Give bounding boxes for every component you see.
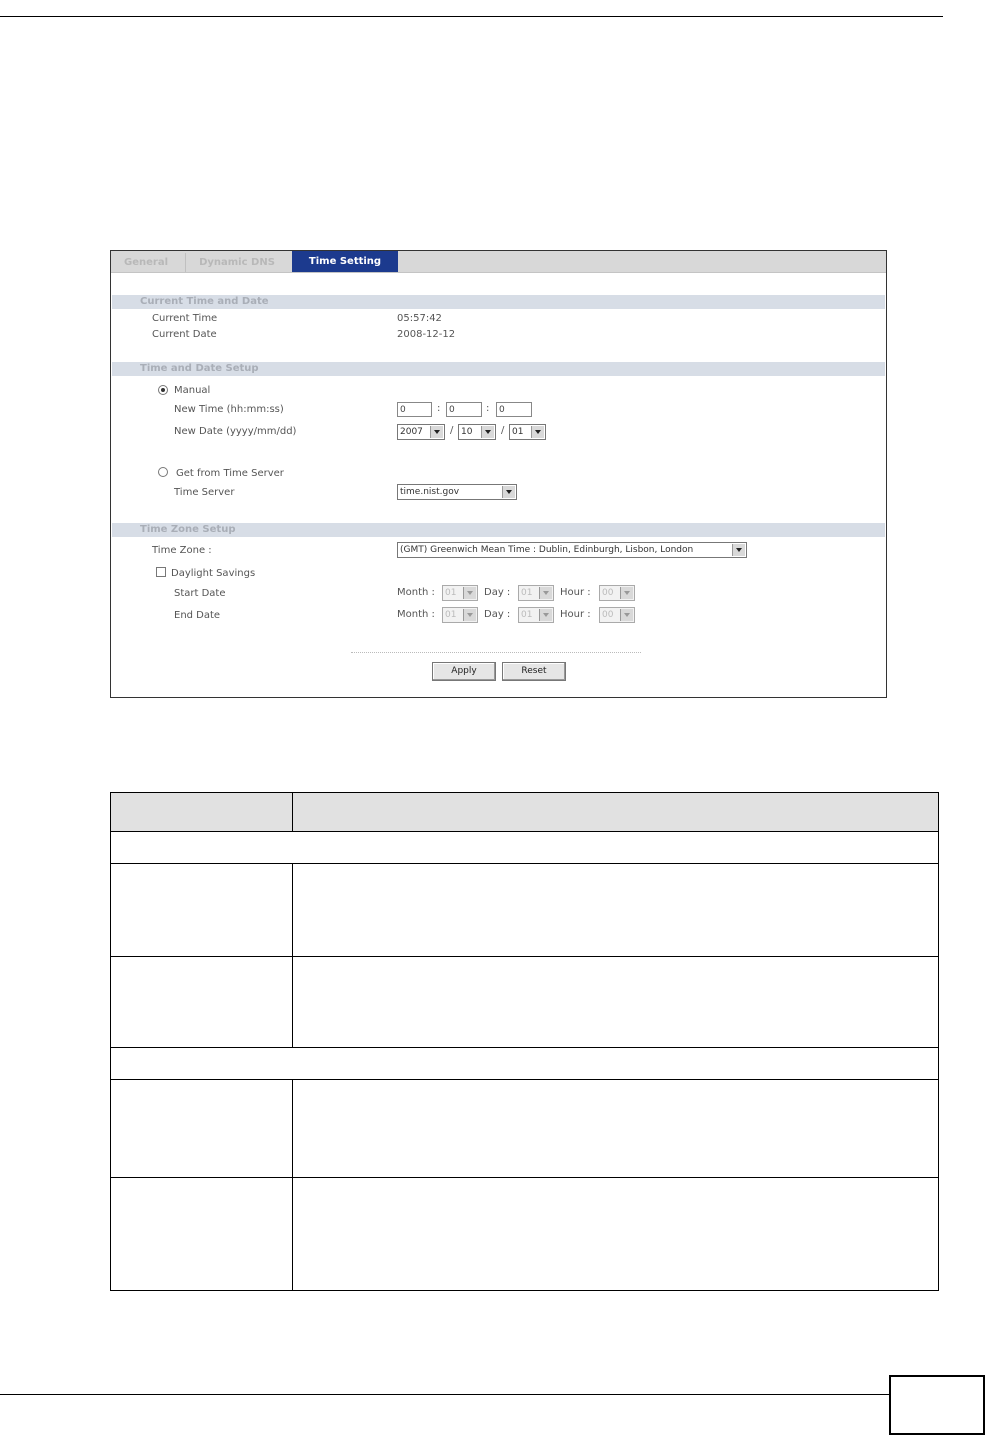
new-date-label: New Date (yyyy/mm/dd) — [174, 426, 297, 437]
section-time-zone-setup: Time Zone Setup — [112, 523, 885, 537]
section-time-date-setup: Time and Date Setup — [112, 362, 885, 376]
daylight-savings-checkbox[interactable] — [156, 567, 166, 577]
end-hour-select[interactable]: 00 — [599, 607, 635, 623]
chevron-down-icon — [539, 587, 552, 599]
chevron-down-icon — [732, 544, 745, 556]
hour-input[interactable]: 0 — [397, 402, 432, 417]
apply-button[interactable]: Apply — [432, 662, 496, 681]
table-header — [111, 793, 938, 832]
day-select[interactable]: 01 — [509, 424, 546, 440]
current-date-value: 2008-12-12 — [397, 329, 456, 340]
chevron-down-icon — [463, 587, 476, 599]
time-server-select[interactable]: time.nist.gov — [397, 484, 517, 500]
time-server-label: Time Server — [174, 487, 235, 498]
chevron-down-icon — [620, 587, 633, 599]
end-day-select[interactable]: 01 — [518, 607, 554, 623]
chevron-down-icon — [502, 486, 515, 498]
new-time-label: New Time (hh:mm:ss) — [174, 404, 284, 415]
current-time-value: 05:57:42 — [397, 313, 442, 324]
manual-label: Manual — [174, 385, 211, 396]
start-hour-label: Hour : — [560, 587, 591, 598]
footer-rule — [0, 1394, 890, 1395]
current-date-label: Current Date — [152, 329, 217, 340]
start-day-select[interactable]: 01 — [518, 585, 554, 601]
end-month-label: Month : — [397, 609, 435, 620]
tab-time-setting[interactable]: Time Setting — [292, 251, 398, 272]
table-row — [111, 863, 938, 864]
time-setting-screenshot: General Dynamic DNS Time Setting Current Time and Date Current Time 05:57:42 Current Date 2008-12-12 Time and Date Setup Manual New Time (hh:mm:ss) 0 : 0 : 0 New Date (yyyy/mm/dd) 2007 / 10 / 01 Get from Time Server Time Server time.nist.gov Time Zone Setup Time Zone : (GMT) Greenwich Mean Time : Dublin, Edinburgh, Lisbon, London Daylight Savings Start Date Month : 01 Day : 01 Hour : 00 End Date Month : 01 Day : 01 Hour : 00 Apply Reset — [110, 250, 887, 698]
year-select[interactable]: 2007 — [397, 424, 445, 440]
time-zone-label: Time Zone : — [152, 545, 212, 556]
page-number-box — [889, 1375, 985, 1435]
current-time-label: Current Time — [152, 313, 218, 324]
start-month-label: Month : — [397, 587, 435, 598]
time-server-radio-label: Get from Time Server — [176, 468, 284, 479]
time-server-radio[interactable] — [158, 467, 168, 477]
start-day-label: Day : — [484, 587, 511, 598]
daylight-savings-label: Daylight Savings — [171, 568, 256, 579]
end-day-label: Day : — [484, 609, 511, 620]
reset-button[interactable]: Reset — [502, 662, 566, 681]
tab-bar — [111, 251, 886, 273]
start-hour-select[interactable]: 00 — [599, 585, 635, 601]
tab-general[interactable]: General — [124, 257, 168, 268]
section-current-time: Current Time and Date — [112, 295, 885, 309]
start-month-select[interactable]: 01 — [442, 585, 478, 601]
time-zone-select[interactable]: (GMT) Greenwich Mean Time : Dublin, Edinburgh, Lisbon, London — [397, 542, 747, 558]
month-select[interactable]: 10 — [458, 424, 496, 440]
end-date-label: End Date — [174, 610, 221, 621]
end-month-select[interactable]: 01 — [442, 607, 478, 623]
second-input[interactable]: 0 — [496, 402, 532, 417]
table-row — [111, 1079, 938, 1080]
end-hour-label: Hour : — [560, 609, 591, 620]
tab-dynamic-dns[interactable]: Dynamic DNS — [185, 253, 288, 272]
button-divider — [351, 652, 641, 653]
table-row — [111, 1047, 938, 1048]
chevron-down-icon — [463, 609, 476, 621]
manual-radio[interactable] — [158, 385, 168, 395]
start-date-label: Start Date — [174, 588, 226, 599]
chevron-down-icon — [430, 426, 443, 438]
table-row — [111, 956, 938, 957]
header-rule — [0, 16, 943, 17]
chevron-down-icon — [531, 426, 544, 438]
chevron-down-icon — [481, 426, 494, 438]
chevron-down-icon — [539, 609, 552, 621]
chevron-down-icon — [620, 609, 633, 621]
field-description-table — [110, 792, 939, 1291]
minute-input[interactable]: 0 — [446, 402, 482, 417]
table-row — [111, 1177, 938, 1178]
